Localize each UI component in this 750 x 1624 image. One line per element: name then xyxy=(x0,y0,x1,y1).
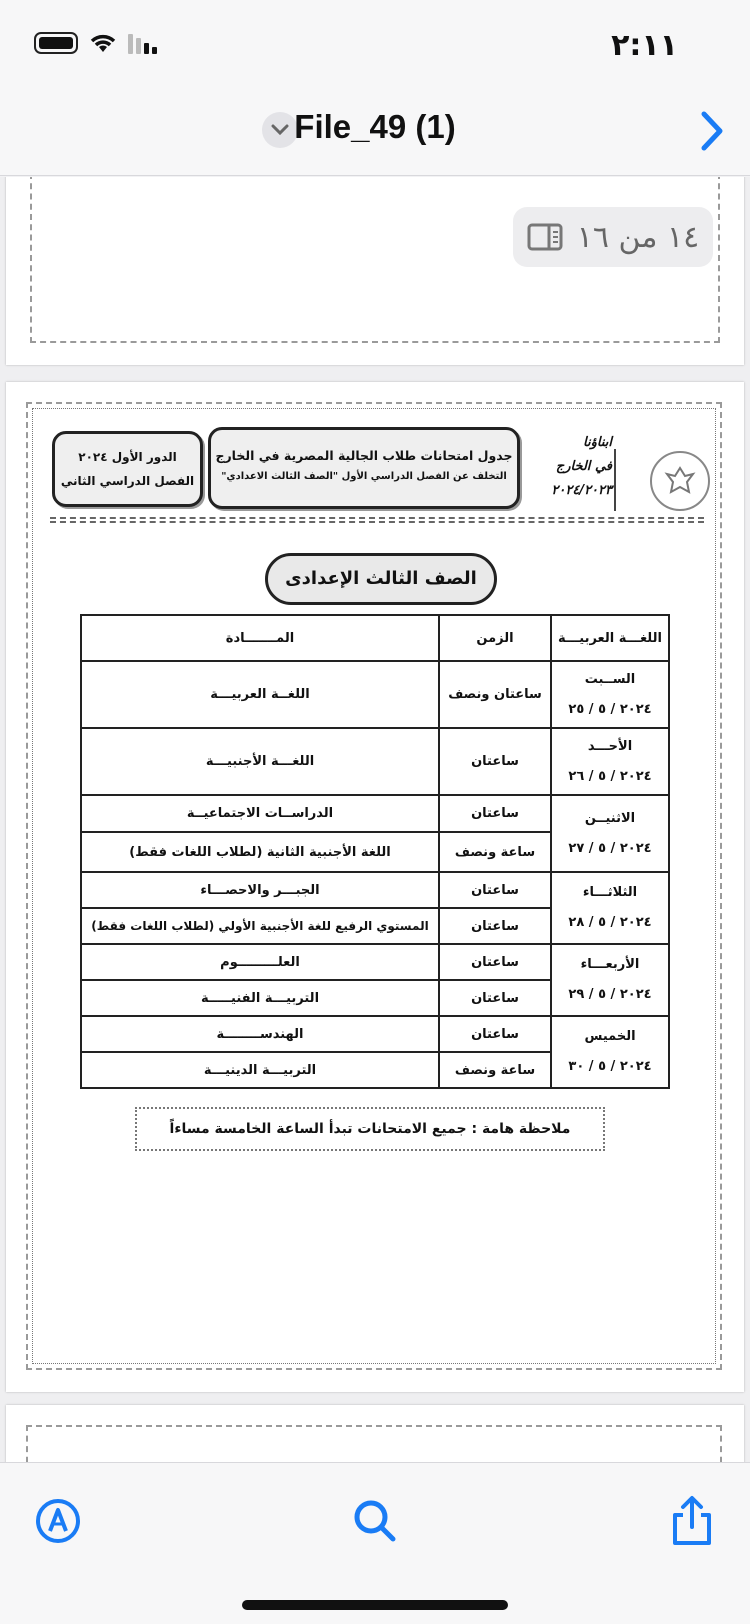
subject-cell: التربيـــة الدينيـــة xyxy=(81,1052,439,1088)
duration-cell: ساعة ونصف xyxy=(439,1052,551,1088)
day-column-header: اللغـــة العربيـــة xyxy=(551,615,669,661)
search-icon xyxy=(351,1497,399,1545)
status-time: ٢:١١ xyxy=(611,28,678,63)
battery-icon xyxy=(34,32,78,54)
bottom-toolbar xyxy=(0,1462,750,1624)
subject-cell: اللغــة العربيـــة xyxy=(81,661,439,728)
duration-column-header: الزمن xyxy=(439,615,551,661)
semester: الفصل الدراسي الثاني xyxy=(60,474,195,488)
nav-bar xyxy=(0,88,750,176)
table-row xyxy=(81,795,669,832)
markup-pen-icon xyxy=(34,1497,82,1545)
important-note: ملاحظة هامة : جميع الامتحانات تبدأ الساعة الخامسة مساءاً xyxy=(135,1107,605,1151)
org-line-1: ابناؤنا xyxy=(583,435,612,450)
duration-cell: ساعتان ونصف xyxy=(439,661,551,728)
duration-cell: ساعتان xyxy=(439,1016,551,1052)
subject-cell: الدراســات الاجتماعيــة xyxy=(81,795,439,832)
exam-schedule xyxy=(0,177,750,1462)
cellular-signal-icon xyxy=(128,32,160,54)
academic-year: ٢٠٢٤/٢٠٢٣ xyxy=(551,483,612,498)
page-frame xyxy=(26,1425,722,1462)
day-cell: الســبت ٢٠٢٤ / ٥ / ٢٥ xyxy=(551,661,669,728)
subject-cell: الهندســــــــة xyxy=(81,1016,439,1052)
exam-round-box xyxy=(52,431,203,507)
search-button[interactable] xyxy=(347,1493,403,1549)
duration-cell: ساعة ونصف xyxy=(439,832,551,872)
duration-cell: ساعتان xyxy=(439,944,551,980)
table-row xyxy=(81,872,669,908)
share-icon xyxy=(669,1495,715,1547)
day-cell: الثلاثـــاء ٢٠٢٤ / ٥ / ٢٨ xyxy=(551,872,669,944)
header-separator xyxy=(50,517,704,523)
page-indicator-text: ١٤ من ١٦ xyxy=(576,219,700,255)
duration-cell: ساعتان xyxy=(439,980,551,1016)
day-cell: الخميس ٢٠٢٤ / ٥ / ٣٠ xyxy=(551,1016,669,1088)
day-cell: الأربعـــاء ٢٠٢٤ / ٥ / ٢٩ xyxy=(551,944,669,1016)
header-divider xyxy=(614,449,616,511)
header-subtitle: التخلف عن الفصل الدراسي الأول "الصف الثالث الاعدادي" xyxy=(221,471,507,482)
duration-cell: ساعتان xyxy=(439,872,551,908)
status-bar xyxy=(0,0,750,88)
home-indicator[interactable] xyxy=(242,1600,508,1610)
schedule-table xyxy=(80,614,670,1089)
subject-cell: الجبـــر والاحصـــاء xyxy=(81,872,439,908)
share-button[interactable] xyxy=(664,1493,720,1549)
day-cell: الأحـــد ٢٠٢٤ / ٥ / ٢٦ xyxy=(551,728,669,795)
table-row xyxy=(81,944,669,980)
header-title-box xyxy=(208,427,520,509)
org-line-2: في الخارج xyxy=(555,459,612,474)
grade-title: الصف الثالث الإعدادى xyxy=(265,553,497,605)
duration-cell: ساعتان xyxy=(439,795,551,832)
table-row xyxy=(81,1016,669,1052)
eagle-emblem-icon xyxy=(663,464,697,498)
duration-cell: ساعتان xyxy=(439,908,551,944)
subject-cell: اللغـــة الأجنبيـــة xyxy=(81,728,439,795)
subject-column-header: المـــــــادة xyxy=(81,615,439,661)
status-indicators xyxy=(34,32,160,54)
header-title: جدول امتحانات طلاب الجالية المصرية في الخارج xyxy=(215,448,513,463)
subject-cell: المستوي الرفيع للغة الأجنبية الأولي (لطلاب اللغات فقط) xyxy=(81,908,439,944)
document-viewer[interactable] xyxy=(0,177,750,1462)
table-row xyxy=(81,728,669,795)
org-block xyxy=(520,431,612,503)
subject-cell: التربيـــة الفنيـــــة xyxy=(81,980,439,1016)
chevron-right-icon[interactable] xyxy=(696,108,726,154)
subject-cell: اللغة الأجنبية الثانية (لطلاب اللغات فقط) xyxy=(81,832,439,872)
subject-cell: العلـــــــــوم xyxy=(81,944,439,980)
file-title[interactable]: File_49 (1) xyxy=(294,108,456,145)
ministry-logo xyxy=(650,451,710,511)
day-cell: الاثنيــن ٢٠٢٤ / ٥ / ٢٧ xyxy=(551,795,669,872)
markup-button[interactable] xyxy=(30,1493,86,1549)
table-row xyxy=(81,661,669,728)
duration-cell: ساعتان xyxy=(439,728,551,795)
pdf-page-next xyxy=(6,1405,744,1462)
wifi-icon xyxy=(88,32,118,54)
exam-round: الدور الأول ٢٠٢٤ xyxy=(78,450,177,464)
